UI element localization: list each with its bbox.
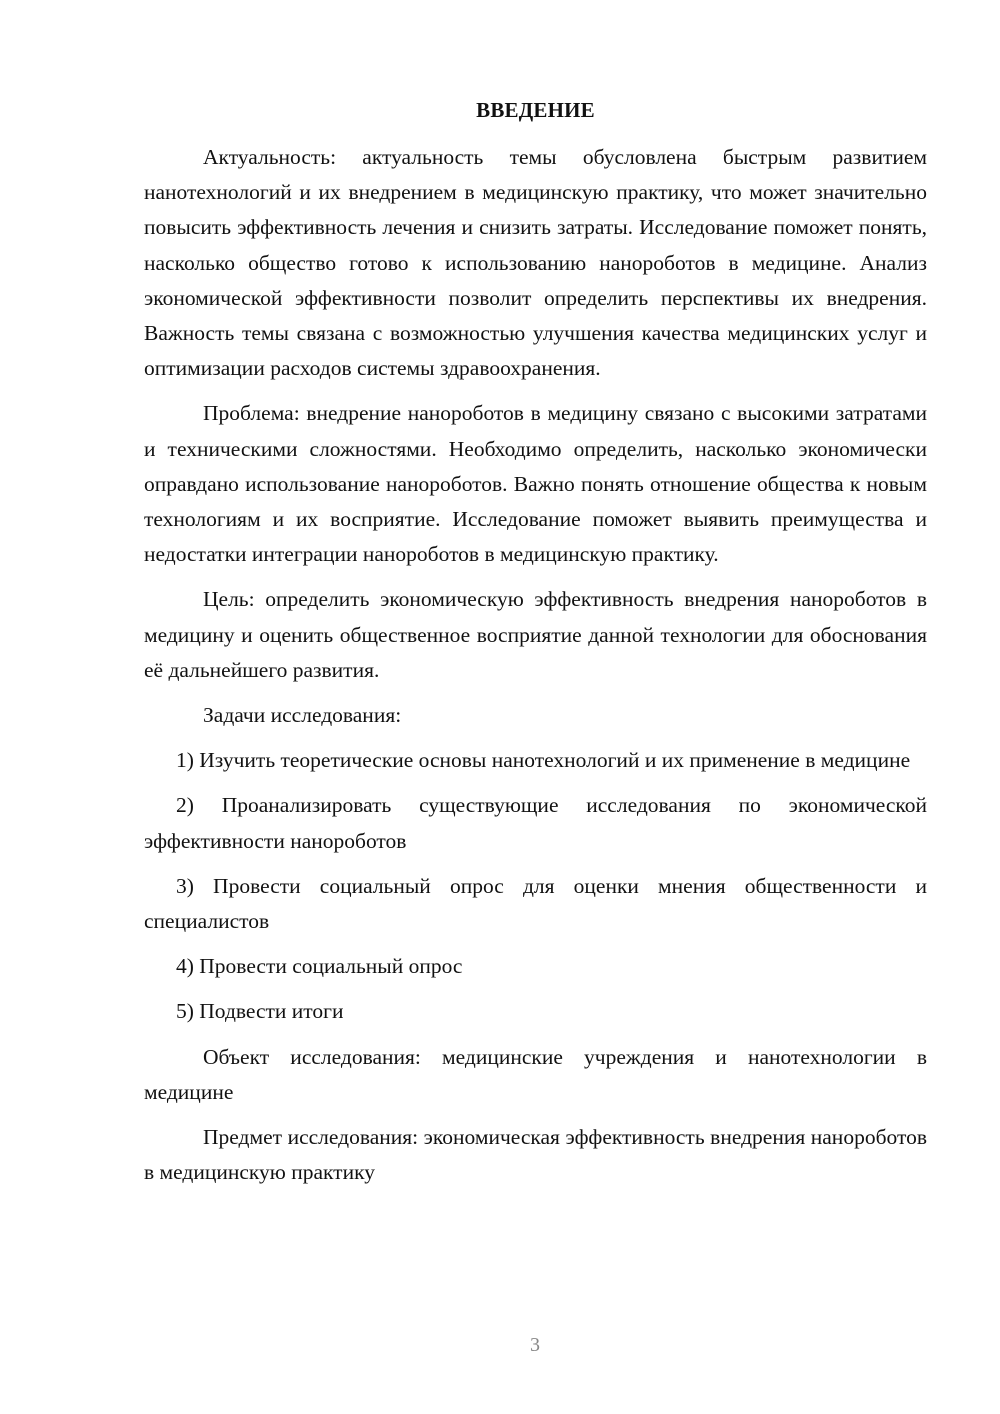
subject-paragraph: Предмет исследования: экономическая эффективность внедрения нанороботов в медицинскую практику: [144, 1125, 927, 1185]
page-number: 3: [530, 1334, 540, 1356]
task-item-1: 1) Изучить теоретические основы нанотехнологий и их применение в медицине: [176, 748, 911, 773]
tasks-heading: Задачи исследования:: [203, 703, 402, 728]
page-content: [144, 96, 927, 1200]
goal-paragraph: Цель: определить экономическую эффективность внедрения нанороботов в медицину и оценить общественное восприятие данной технологии для обоснования её дальнейшего развития.: [144, 587, 927, 682]
object-paragraph: Объект исследования: медицинские учреждения и нанотехнологии в медицине: [144, 1044, 927, 1104]
task-item-4: 4) Провести социальный опрос: [176, 954, 463, 979]
page-title: ВВЕДЕНИЕ: [476, 98, 595, 122]
task-item-3: 3) Провести социальный опрос для оценки мнения общественности и специалистов: [144, 873, 927, 934]
relevance-paragraph: Актуальность: актуальность темы обусловлена быстрым развитием нанотехнологий и их внедрением в медицинскую практику, что может значительно повысить эффективность лечения и снизить затраты. Исследование поможет понять, насколько общество готово к использованию нанороботов в медицине. Анализ экономической эффективности позволит определить перспективы их внедрения. Важность темы связана с возможностью улучшения качества медицинских услуг и оптимизации расходов системы здравоохранения.: [144, 145, 927, 381]
problem-paragraph: Проблема: внедрение нанороботов в медицину связано с высокими затратами и техническими сложностями. Необходимо определить, насколько экономически оправдано использование нанороботов. Важно понять отношение общества к новым технологиям и их восприятие. Исследование поможет выявить преимущества и недостатки интеграции нанороботов в медицинскую практику.: [144, 401, 927, 567]
task-item-5: 5) Подвести итоги: [176, 999, 344, 1024]
task-item-2: 2) Проанализировать существующие исследования по экономической эффективности нанороботов: [144, 793, 927, 853]
